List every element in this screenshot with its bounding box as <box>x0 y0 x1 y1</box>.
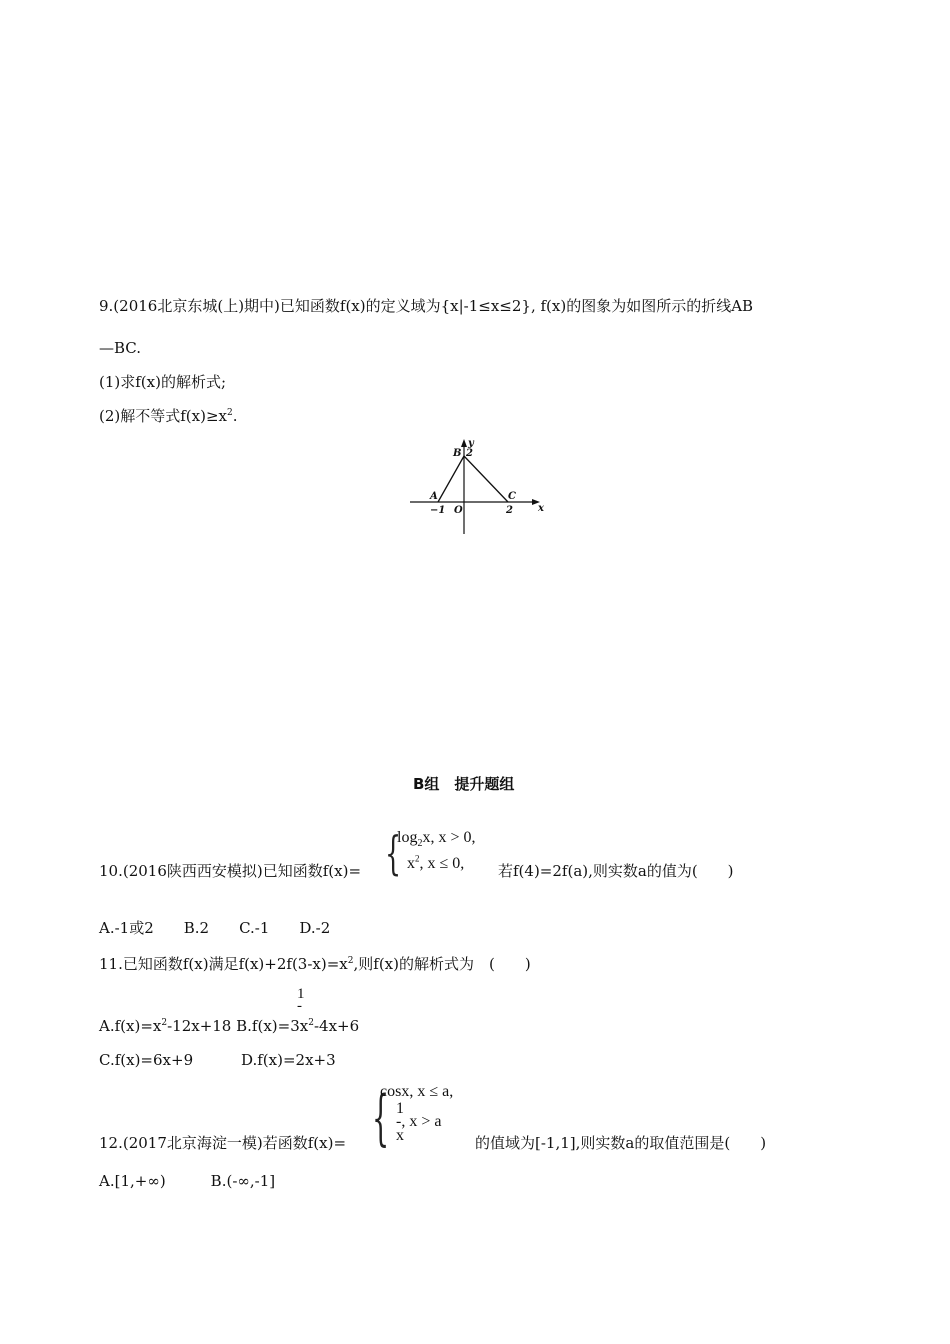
q11-opta-text: A.f(x)=x <box>99 1017 162 1035</box>
polyline-abc <box>438 456 508 502</box>
label-o: O <box>454 505 463 516</box>
q10-case2-sup: 2 <box>415 853 420 864</box>
q11-stem-end: ,则f(x)的解析式为 ( ) <box>353 955 531 973</box>
q10-stem-suffix: 若f(4)=2f(a),则实数a的值为( ) <box>498 862 734 880</box>
q11-optb-text: B.f(x)= <box>236 1017 291 1035</box>
q11-options-ab <box>99 1017 359 1035</box>
label-a: A <box>430 491 438 502</box>
q10-case2-base: x <box>407 855 415 872</box>
q11-option-c: C.f(x)=6x+9 <box>99 1051 194 1069</box>
q11-opta-sup: 2 <box>161 1018 168 1028</box>
q11-optb-end: -4x+6 <box>313 1017 360 1035</box>
q11-option-d: D.f(x)=2x+3 <box>241 1051 336 1069</box>
q12-case2-num: 1 <box>396 1100 404 1117</box>
q9-part2 <box>99 405 238 426</box>
section-b-title: B组 提升题组 <box>413 775 515 793</box>
q12-options: A.[1,+∞) B.(-∞,-1] <box>99 1172 276 1190</box>
label-b: B <box>453 448 462 459</box>
q12-case2-bar: -, x > a <box>396 1113 442 1130</box>
q9-part2-sup: 2 <box>227 408 233 418</box>
q12-case1: cosx, x ≤ a, <box>380 1083 454 1100</box>
q11-optb-frac-num: 1 <box>297 986 305 1002</box>
q12-brace: { <box>372 1083 390 1153</box>
q11-stem-sup: 2 <box>347 956 354 966</box>
q10-case1 <box>397 829 476 850</box>
q11-optb-frac-bar: - <box>297 998 302 1014</box>
q10-case1-sub: 2 <box>417 838 423 850</box>
q10-case1-rest: x, x > 0, <box>422 829 476 846</box>
q11-optb-x: x <box>299 1017 309 1035</box>
q11-optb-sup: 2 <box>308 1018 314 1028</box>
q12-case2-den: x <box>396 1127 404 1144</box>
q10-stem-prefix: 10.(2016陕西西安模拟)已知函数f(x)= <box>99 862 362 880</box>
q10-case1-log: log <box>397 829 418 846</box>
q10-case2-rest: , x ≤ 0, <box>419 855 465 872</box>
q12-stem-suffix: 的值域为[-1,1],则实数a的取值范围是( ) <box>475 1134 767 1152</box>
label-2-x: 2 <box>506 505 513 516</box>
q11-optb-den: 3 <box>290 1017 300 1035</box>
q9-stem-line1: 9.(2016北京东城(上)期中)已知函数f(x)的定义域为{x|-1≤x≤2}, f(x)的图象为如图所示的折线AB <box>99 297 754 315</box>
q11-stem-text: 11.已知函数f(x)满足f(x)+2f(3-x)=x <box>99 955 348 973</box>
q9-part2-text: (2)解不等式f(x)≥x <box>99 407 227 425</box>
q11-stem <box>99 953 531 974</box>
q9-stem-line2: —BC. <box>99 339 142 357</box>
q9-graph-figure <box>408 434 548 536</box>
label-y: y <box>468 438 474 449</box>
q11-opta-end: -12x+18 <box>167 1017 232 1035</box>
q10-case2 <box>407 855 464 873</box>
q9-part1: (1)求f(x)的解析式; <box>99 373 227 391</box>
q10-options: A.-1或2 B.2 C.-1 D.-2 <box>99 919 331 937</box>
label-x: x <box>538 503 544 514</box>
q10-brace: { <box>385 826 402 880</box>
label-c: C <box>508 491 516 502</box>
q9-part2-end: . <box>232 407 238 425</box>
label-neg1: −1 <box>430 505 446 516</box>
y-axis-arrow <box>461 439 467 447</box>
q12-stem-prefix: 12.(2017北京海淀一模)若函数f(x)= <box>99 1134 347 1152</box>
label-2-y: 2 <box>466 448 473 459</box>
